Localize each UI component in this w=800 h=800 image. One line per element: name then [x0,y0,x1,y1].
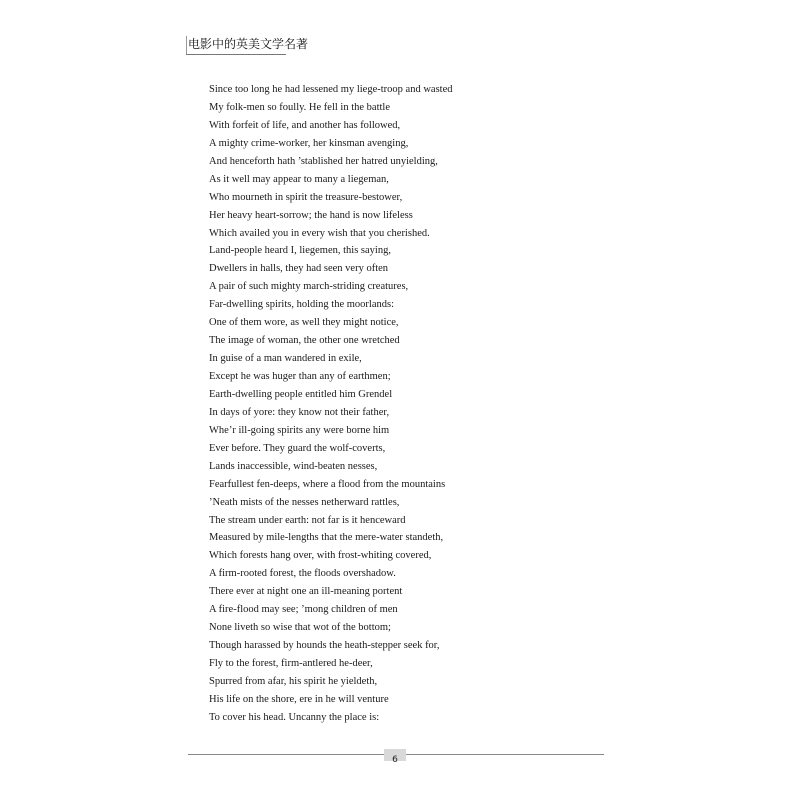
poem-line: A pair of such mighty march-striding creatures, [209,281,409,293]
poem-line: Fearfullest fen-deeps, where a flood from the mountains [209,478,446,490]
poem-line: Except he was huger than any of earthmen; [209,371,391,382]
poem-line: As it well may appear to many a liegeman, [209,173,389,185]
header-side-rule [186,36,187,55]
poem-line: The stream under earth: not far is it henceward [209,514,406,526]
poem-line: There ever at night one an ill-meaning portent [209,586,403,598]
poem-line: Earth-dwelling people entitled him Grendel [209,388,393,400]
poem-line: His life on the shore, ere in he will venture [209,693,389,705]
poem-line: Whe’r ill-going spirits any were borne him [209,424,390,436]
poem-line: And henceforth hath ’stablished her hatred unyielding, [209,155,438,167]
footer-rule-right [406,754,604,755]
poem-line: Since too long he had lessened my liege-troop and wasted [209,84,453,95]
footer-rule-left [188,754,384,755]
poem-line: Which forests hang over, with frost-whiting covered, [209,550,432,562]
poem-line: A mighty crime-worker, her kinsman avenging, [209,137,409,149]
poem-line: In days of yore: they know not their father, [209,406,390,418]
running-header [186,36,309,56]
poem-line: Which availed you in every wish that you cherished. [209,227,430,239]
poem-line: None liveth so wise that wot of the bottom; [209,622,391,634]
poem-line: To cover his head. Uncanny the place is: [209,711,380,723]
poem-line: Lands inaccessible, wind-beaten nesses, [209,460,378,472]
poem-line: With forfeit of life, and another has followed, [209,119,401,131]
book-title: 电影中的英美文学名著 [188,37,309,51]
poem-line: Ever before. They guard the wolf-coverts, [209,442,386,454]
poem-line: Who mourneth in spirit the treasure-bestower, [209,191,403,203]
poem-line: Her heavy heart-sorrow; the hand is now lifeless [209,209,413,221]
poem-text [209,81,452,727]
poem-line: ’Neath mists of the nesses netherward rattles, [209,496,400,508]
header-underline [186,54,286,55]
poem-line: Spurred from afar, his spirit he yieldeth, [209,675,378,687]
poem-line: One of them wore, as well they might notice, [209,317,399,329]
poem-line: My folk-men so foully. He fell in the battle [209,101,390,113]
poem-line: In guise of a man wandered in exile, [209,353,362,365]
poem-line: Dwellers in halls, they had seen very often [209,263,389,275]
poem-line: The image of woman, the other one wretched [209,335,400,347]
page-number: 6 [392,755,398,765]
poem-line: Land-people heard I, liegemen, this saying, [209,245,391,257]
poem-line: Though harassed by hounds the heath-stepper seek for, [209,640,440,652]
page-number-box [384,749,406,765]
poem-line: Far-dwelling spirits, holding the moorlands: [209,299,394,311]
poem-line: A fire-flood may see; ’mong children of men [209,604,398,616]
poem-line: Fly to the forest, firm-antlered he-deer, [209,658,373,669]
poem-line: A firm-rooted forest, the floods overshadow. [209,568,396,580]
poem-line: Measured by mile-lengths that the mere-water standeth, [209,532,444,544]
